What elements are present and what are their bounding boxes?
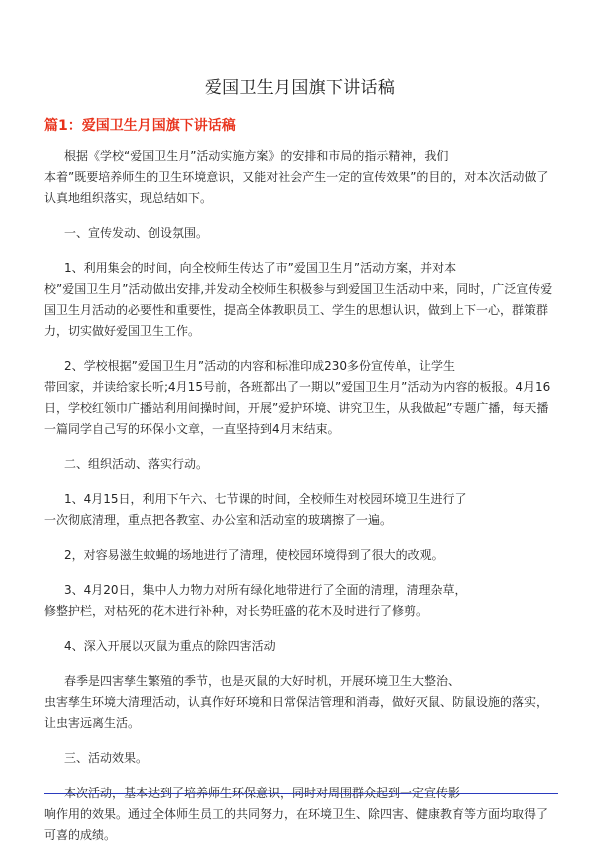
paragraph-1-1 (44, 258, 558, 342)
paragraph-1-2 (44, 356, 558, 440)
document-body (44, 146, 558, 860)
paragraph-line: 响作用的效果。通过全体师生员工的共同努力，在环境卫生、除四害、健康教育等方面均取得了可喜的成绩。 (44, 807, 549, 842)
paragraph-2-1 (44, 489, 558, 531)
paragraph-line: 虫害孳生环境大清理活动，认真作好环境和日常保洁管理和消毒，做好灭鼠、防鼠设施的落实，让虫害远离生活。 (44, 695, 549, 730)
paragraph-2-4-heading: 4、深入开展以灭鼠为重点的除四害活动 (64, 639, 276, 653)
section-heading: 篇1：爱国卫生月国旗下讲话稿 (44, 118, 236, 134)
paragraph-heading-1: 一、宣传发动、创设氛围。 (64, 226, 209, 240)
page-title: 爱国卫生月国旗下讲话稿 (204, 78, 396, 98)
paragraph-line: 修整护栏，对枯死的花木进行补种，对长势旺盛的花木及时进行了修剪。 (44, 604, 429, 618)
paragraph-line: 1、利用集会的时间，向全校师生传达了市”爱国卫生月”活动方案，并对本 (64, 261, 457, 275)
footer-divider (44, 793, 558, 794)
paragraph-line: 一次彻底清理，重点把各教室、办公室和活动室的玻璃擦了一遍。 (44, 513, 393, 527)
paragraph-heading-3: 三、活动效果。 (64, 751, 149, 765)
paragraph-line: 根据《学校“爱国卫生月”活动实施方案》的安排和市局的指示精神，我们 (64, 149, 449, 163)
paragraph-line: 本次活动，基本达到了培养师生环保意识，同时对周围群众起到一定宣传影 (64, 786, 461, 800)
paragraph-line: 3、4月20日，集中人力物力对所有绿化地带进行了全面的清理，清理杂草， (64, 583, 467, 597)
paragraph-line: 校”爱国卫生月”活动做出安排,并发动全校师生积极参与到爱国卫生活动中来，同时，广泛宣传爱国卫生月活动的必要性和重要性，提高全体教职员工、学生的思想认识，做到上下一心，群策群力，切实做好爱国卫生工作。 (44, 282, 553, 338)
paragraph-2-3 (44, 580, 558, 622)
paragraph-line: 春季是四害孳生繁殖的季节，也是灭鼠的大好时机，开展环境卫生大整治、 (64, 674, 461, 688)
paragraph-2-2: 2，对容易滋生蚊蝇的场地进行了清理，使校园环境得到了很大的改观。 (64, 548, 444, 562)
paragraph-line: 本着”既要培养师生的卫生环境意识，又能对社会产生一定的宣传效果”的目的，对本次活动做了认真地组织落实，现总结如下。 (44, 170, 549, 205)
paragraph-intro (44, 146, 558, 209)
paragraph-heading-2: 二、组织活动、落实行动。 (64, 457, 209, 471)
paragraph-line: 1、4月15日，利用下午六、七节课的时间，全校师生对校园环境卫生进行了 (64, 492, 467, 506)
paragraph-line: 2、学校根据”爱国卫生月”活动的内容和标准印成230多份宣传单，让学生 (64, 359, 455, 373)
paragraph-2-4 (44, 671, 558, 734)
paragraph-line: 带回家，并读给家长听;4月15号前，各班都出了一期以”爱国卫生月”活动为内容的板报。4月16日，学校红领巾广播站利用间操时间，开展”爱护环境、讲究卫生，从我做起”专题广播，每天播一篇同学自己写的环保小文章，一直坚持到4月末结束。 (44, 380, 551, 436)
